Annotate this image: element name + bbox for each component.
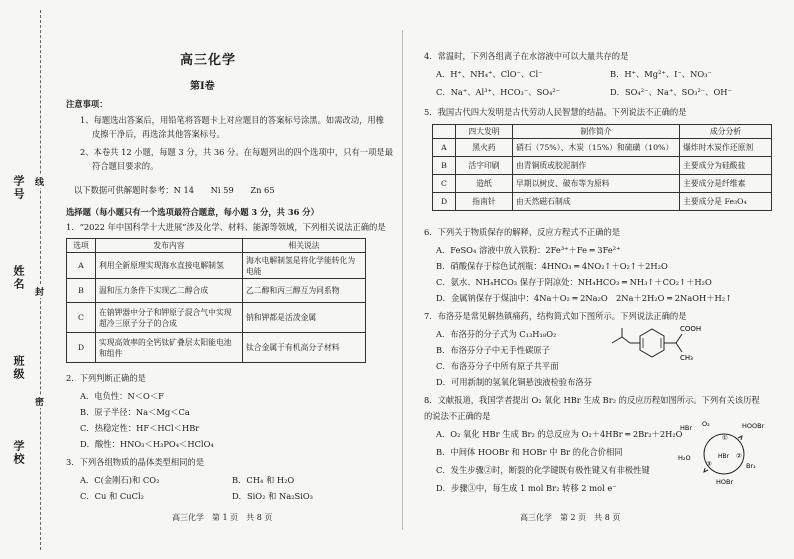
q5-table-header: [433, 125, 772, 139]
q7-option-b: B．布洛芬分子中无手性碳原子: [436, 345, 550, 355]
q3-option-c: C．Cu 和 CuCl₂: [80, 491, 144, 501]
q5-row-b-invention: 活字印刷: [456, 157, 513, 175]
diagram-label-h2o: H₂O: [678, 454, 691, 462]
q5-row-c-option: C: [433, 175, 456, 193]
q1-row-a-content: 利用全新原理实现海水直接电解制氢: [96, 253, 243, 279]
ibuprofen-label-cooh: COOH: [680, 325, 702, 333]
q1-table: [66, 238, 366, 363]
label-name: 姓名: [12, 265, 25, 291]
q3-option-b: B．CH₄ 和 H₂O: [232, 475, 295, 485]
q6-option-a: A．FeSO₄ 溶液中放入铁粉：2Fe³⁺＋Fe ═ 3Fe²⁺: [436, 245, 621, 255]
q5-header-invention: 四大发明: [456, 125, 513, 139]
q5-table: [432, 124, 772, 211]
reaction-mechanism-diagram: [678, 418, 770, 488]
q5-header-blank: [433, 125, 456, 139]
q1-row-a-option: A: [67, 253, 96, 279]
diagram-step-1: ①: [722, 434, 728, 442]
q1-table-header: [67, 239, 366, 253]
q5-row-b-making: 由青铜质或胶泥制作: [513, 157, 680, 175]
q8-option-b: B．中间体 HOOBr 和 HOBr 中 Br 的化合价相同: [436, 447, 623, 457]
table-row: [67, 253, 366, 279]
q1-row-c-option: C: [67, 303, 96, 333]
q7-option-a: A．布洛芬的分子式为 C₁₃H₁₈O₂: [436, 329, 557, 339]
column-divider: [402, 30, 403, 530]
q5-row-d-invention: 指南针: [456, 193, 513, 211]
q5-stem: 5．我国古代四大发明是古代劳动人民智慧的结晶。下列说法不正确的是: [424, 107, 687, 117]
q1-row-b-option: B: [67, 279, 96, 303]
table-row: [433, 175, 772, 193]
table-row: [67, 333, 366, 363]
seal-char-feng: 封: [35, 285, 44, 298]
note-item-1b: 皮擦干净后，再选涂其他答案标号。: [92, 129, 225, 139]
volume-title: 第Ⅰ卷: [190, 81, 215, 92]
q1-row-a-statement: 海水电解制氢是将化学能转化为电能: [243, 253, 366, 279]
table-row: [433, 139, 772, 157]
q8-option-a: A．O₂ 氧化 HBr 生成 Br₂ 的总反应为 O₂＋4HBr ═ 2Br₂＋2H₂O: [436, 429, 683, 439]
q4-option-b: B．H⁺、Mg²⁺、I⁻、NO₃⁻: [610, 69, 712, 79]
q3-stem: 3．下列各组物质的晶体类型相同的是: [66, 457, 205, 467]
note-item-2a: 2、本卷共 12 小题，每题 3 分，共 36 分。在每题列出的四个选项中，只有一项是最: [80, 147, 393, 157]
q5-row-d-making: 由天然磁石制成: [513, 193, 680, 211]
label-class: 班级: [12, 355, 25, 381]
q6-option-d: D．金属钠保存于煤油中：4Na＋O₂ ═ 2Na₂O 2Na＋2H₂O ═ 2NaOH＋H₂↑: [436, 293, 733, 303]
q2-option-c: C．热稳定性：HF＜HCl＜HBr: [80, 423, 200, 433]
q3-option-a: A．C(金刚石)和 CO₂: [80, 475, 160, 485]
q7-option-c: C．布洛芬分子中所有原子共平面: [436, 361, 559, 371]
q5-row-c-analysis: 主要成分是纤维素: [680, 175, 772, 193]
diagram-label-br2: Br₂: [746, 462, 756, 470]
footer-right: 高三化学 第 2 页 共 8 页: [520, 513, 621, 522]
table-row: [67, 303, 366, 333]
note-item-2b: 符合题目要求的。: [92, 161, 159, 171]
diagram-label-hbr-mid: HBr: [718, 453, 730, 460]
q1-header-statement: 相关说法: [243, 239, 366, 253]
right-column: [410, 0, 790, 559]
q5-row-d-option: D: [433, 193, 456, 211]
q6-option-c: C．氨水、NH₄HCO₃ 保存于阴凉处：NH₄HCO₃ ═ NH₃↑＋CO₂↑＋H₂O: [436, 277, 712, 287]
q5-row-c-making: 早期以树皮、破布等为原料: [513, 175, 680, 193]
q5-row-c-invention: 造纸: [456, 175, 513, 193]
diagram-label-hobr: HOBr: [716, 478, 734, 486]
q1-header-content: 发布内容: [96, 239, 243, 253]
table-row: [433, 193, 772, 211]
note-item-1a: 1、每题选出答案后，用铅笔将答题卡上对应题目的答案标号涂黑。如需改动，用橡: [80, 115, 384, 125]
q8-stem-2: 的说法不正确的是: [424, 411, 491, 421]
diagram-label-hoobr: HOOBr: [742, 422, 765, 430]
q5-row-a-analysis: 爆炸时木炭作还原剂: [680, 139, 772, 157]
q1-row-b-content: 温和压力条件下实现乙二醇合成: [96, 279, 243, 303]
q3-option-d: D．SiO₂ 和 Na₂SiO₃: [232, 491, 313, 501]
q1-row-c-content: 在钠钾器中分子和钾原子混合气中实现超冷三原子分子的合成: [96, 303, 243, 333]
q4-option-d: D．SO₄²⁻、Na⁺、SO₃²⁻、OH⁻: [610, 87, 732, 97]
q5-row-a-invention: 黑火药: [456, 139, 513, 157]
q5-row-a-option: A: [433, 139, 456, 157]
q1-header-option: 选项: [67, 239, 96, 253]
left-column: [62, 0, 400, 559]
q5-row-b-option: B: [433, 157, 456, 175]
label-school: 学校: [12, 440, 25, 466]
q5-row-d-analysis: 主要成分是 Fe₃O₄: [680, 193, 772, 211]
q2-option-a: A．电负性：N＜O＜F: [80, 391, 164, 401]
q2-option-b: B．原子半径：Na＜Mg＜Ca: [80, 407, 190, 417]
q1-row-d-option: D: [67, 333, 96, 363]
q1-row-c-statement: 钠和钾都是活泼金属: [243, 303, 366, 333]
ibuprofen-label-ch3: CH₃: [680, 354, 693, 362]
q2-stem: 2．下列判断正确的是: [66, 373, 146, 383]
q4-option-a: A．H⁺、NH₄⁺、ClO⁻、Cl⁻: [436, 69, 543, 79]
q8-option-c: C．发生步骤②时，断裂的化学键既有极性键又有非极性键: [436, 465, 650, 475]
diagram-label-hbr-in: HBr: [680, 424, 693, 432]
q4-stem: 4．常温时，下列各组离子在水溶液中可以大量共存的是: [424, 51, 629, 61]
diagram-label-o2: O₂: [702, 420, 710, 428]
q7-option-d: D．可用新制的氢氧化铜悬浊液检验布洛芬: [436, 377, 592, 387]
q5-row-a-making: 硝石（75%）、木炭（15%）和硫磺（10%）: [513, 139, 680, 157]
q5-header-making: 制作简介: [513, 125, 680, 139]
q5-row-b-analysis: 主要成分为硅酸盐: [680, 157, 772, 175]
seal-char-mi: 密: [35, 395, 44, 408]
section-heading: 选择题（每小题只有一个选项最符合题意，每小题 3 分，共 36 分）: [66, 207, 319, 217]
q1-row-d-content: 实现高效率的全钙钛矿叠层太阳能电池和组件: [96, 333, 243, 363]
label-student-id: 学号: [12, 175, 25, 201]
table-row: [433, 157, 772, 175]
footer-left: 高三化学 第 1 页 共 8 页: [172, 513, 273, 522]
q1-row-d-statement: 钛合金属于有机高分子材料: [243, 333, 366, 363]
binding-margin: [0, 0, 58, 559]
q5-header-analysis: 成分分析: [680, 125, 772, 139]
q7-stem: 7．布洛芬是常见解热镇痛药，结构简式如下图所示。下列说法正确的是: [424, 311, 687, 321]
q4-option-c: C．Na⁺、Al³⁺、HCO₃⁻、SO₄²⁻: [436, 87, 561, 97]
table-row: [67, 279, 366, 303]
q2-option-d: D．酸性：HNO₃＜H₃PO₄＜HClO₄: [80, 439, 214, 449]
q8-option-d: D．步骤③中，每生成 1 mol Br₂ 转移 2 mol e⁻: [436, 483, 617, 493]
diagram-step-2: ②: [736, 452, 742, 460]
q1-stem: 1．“2022 年中国科学十大进展”涉及化学、材料、能源等领域，下列相关说法正确的是: [66, 222, 386, 232]
q8-stem: 8．文献报道，我国学者提出 O₂ 氧化 HBr 生成 Br₂ 的反应历程如图所示。下列有关该历程: [424, 395, 760, 405]
q6-stem: 6．下列关于物质保存的解释，反应方程式不正确的是: [424, 227, 621, 237]
atomic-mass-note: 以下数据可供解题时参考：N 14 Ni 59 Zn 65: [74, 185, 275, 195]
q6-option-b: B．硝酸保存于棕色试剂瓶：4HNO₃ ═ 4NO₂↑＋O₂↑＋2H₂O: [436, 261, 668, 271]
q1-row-b-statement: 乙二醇和丙三醇互为同系物: [243, 279, 366, 303]
binding-dashed-line: [40, 10, 41, 550]
diagram-step-3: ③: [706, 460, 712, 468]
ibuprofen-structure: [600, 322, 710, 378]
page-title: 高三化学: [180, 53, 237, 68]
seal-char-xian: 线: [35, 175, 44, 188]
notes-heading: 注意事项：: [66, 99, 108, 109]
